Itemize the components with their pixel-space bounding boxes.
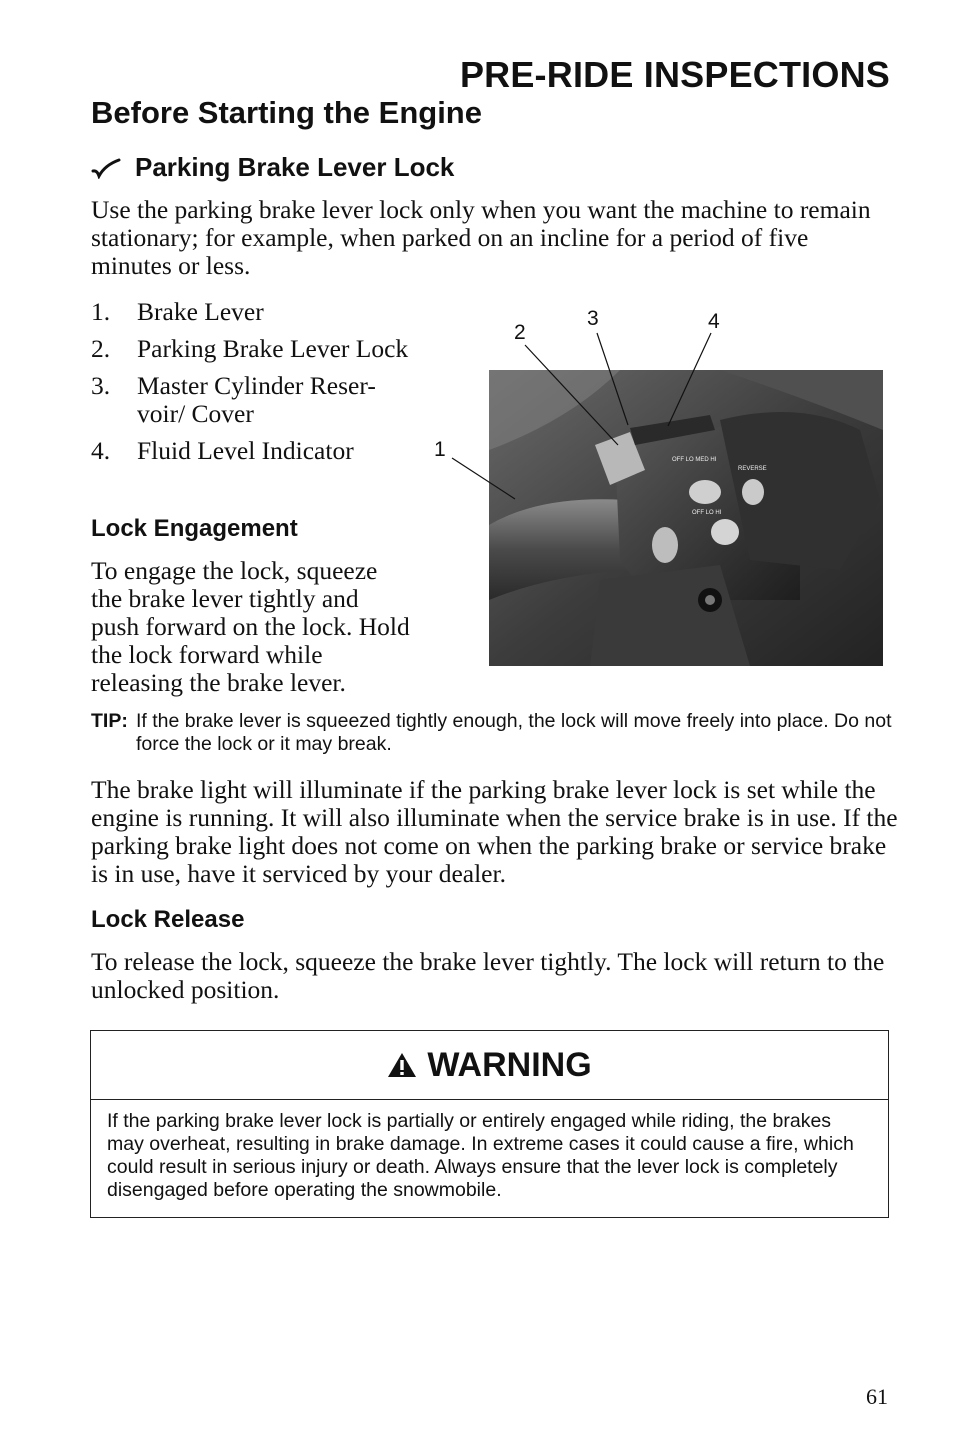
- list-item: [91, 298, 411, 326]
- list-label: Parking Brake Lever Lock: [137, 334, 409, 363]
- tip-text: If the brake lever is squeezed tightly enough, the lock will move freely into place. Do not force the lock or it may break.: [136, 710, 892, 755]
- lock-release-heading: Lock Release: [91, 906, 245, 933]
- section-title: PRE-RIDE INSPECTIONS: [459, 54, 890, 95]
- intro-paragraph: Use the parking brake lever lock only when you want the machine to remain stationary; for example, when parked on an incline for a period of five minutes or less.: [91, 195, 871, 280]
- list-item: [91, 437, 411, 465]
- page-number: 61: [866, 1384, 888, 1409]
- brake-lever-figure: [420, 300, 890, 670]
- switch-label: REVERSE: [738, 466, 767, 472]
- handlebar-photo: [420, 300, 890, 670]
- warning-header: [91, 1031, 888, 1100]
- list-item: [91, 335, 411, 363]
- switch-label: OFF LO HI: [692, 510, 722, 516]
- callout-1: 1: [434, 438, 446, 461]
- list-number: 3.: [91, 371, 111, 400]
- list-number: 2.: [91, 334, 111, 363]
- callout-4: 4: [708, 310, 720, 333]
- warning-text: If the parking brake lever lock is partially or entirely engaged while riding, the brakes may overheat, resulting in brake damage. In extreme cases it could cause a fire, which could result in serious injury or death. Always ensure that the lever lock is completely disengaged before operating the snowmobile.: [107, 1110, 854, 1201]
- brake-light-paragraph: The brake light will illuminate if the parking brake lever lock is set while the engine is running. It will also illuminate when the service brake is in use. If the parking brake light does not come on when the parking brake or service brake is in use, have it serviced by your dealer.: [91, 775, 898, 888]
- list-item: [91, 372, 411, 428]
- list-number: 1.: [91, 297, 111, 326]
- list-label: Brake Lever: [137, 297, 264, 326]
- tip-label: TIP:: [91, 710, 128, 732]
- warning-title: WARNING: [427, 1045, 592, 1084]
- lock-engagement-text: To engage the lock, squeeze the brake lever tightly and push forward on the lock. Hold the lock forward while releasing the brake lever.: [91, 556, 410, 697]
- tip-note: [91, 710, 892, 755]
- page-heading: Before Starting the Engine: [91, 95, 482, 130]
- callout-3: 3: [587, 307, 599, 330]
- switch-label: OFF LO MED HI: [672, 457, 717, 463]
- warning-box: [90, 1030, 889, 1218]
- subheading-text: Parking Brake Lever Lock: [135, 152, 455, 182]
- lock-release-text: To release the lock, squeeze the brake lever tightly. The lock will return to the unlocked position.: [91, 947, 885, 1004]
- list-label: Fluid Level Indicator: [137, 436, 354, 465]
- subheading: [91, 152, 454, 183]
- callout-2: 2: [514, 321, 526, 344]
- warning-triangle-icon: [387, 1052, 417, 1078]
- lock-engagement-heading: Lock Engagement: [91, 515, 298, 542]
- list-number: 4.: [91, 436, 111, 465]
- list-label: Master Cylinder Reser-voir/ Cover: [137, 371, 376, 428]
- parts-list: [91, 298, 411, 474]
- checkmark-icon: [91, 157, 121, 179]
